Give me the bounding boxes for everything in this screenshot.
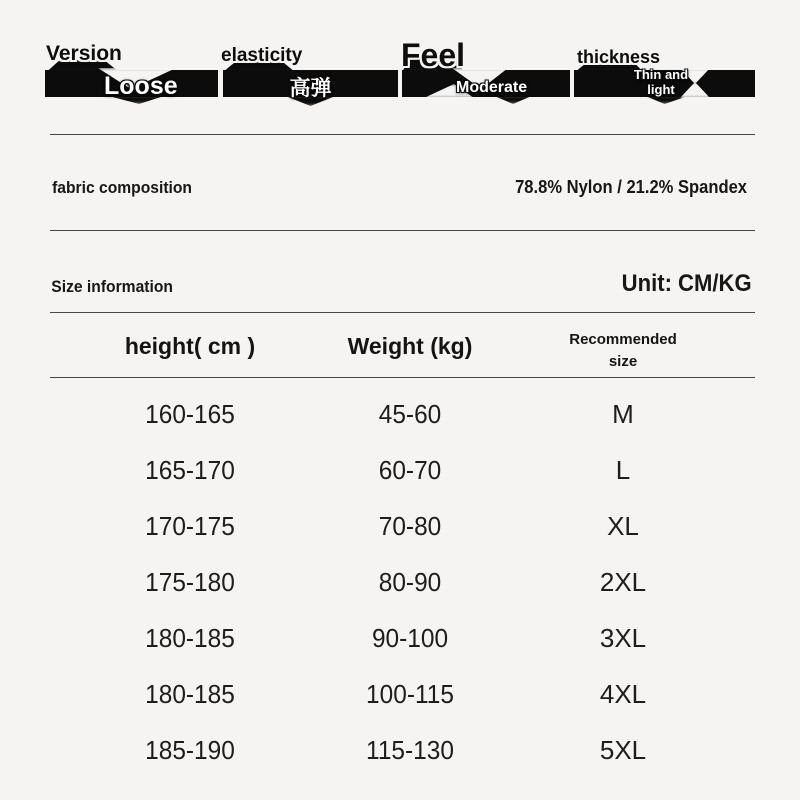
column-header-recommended-size: Recommended size xyxy=(569,331,677,370)
height-cell: 170-175 xyxy=(145,511,235,541)
height-cell: 175-180 xyxy=(145,567,235,597)
fabric-composition-label-text: fabric composition xyxy=(52,178,192,197)
weight-cell: 90-100 xyxy=(371,623,449,653)
size-unit-label xyxy=(616,270,757,298)
table-row xyxy=(0,455,800,485)
column-header-weight: Weight (kg) xyxy=(347,333,473,359)
size-cell: L xyxy=(615,455,631,485)
attribute-value-thickness-line1: Thin and xyxy=(633,67,689,82)
table-row xyxy=(0,399,800,429)
size-information-title-text: Size information xyxy=(51,277,173,296)
divider xyxy=(50,134,755,135)
size-cell: 4XL xyxy=(599,679,647,709)
weight-cell: 45-60 xyxy=(378,399,442,429)
attribute-value-thickness-line2: light xyxy=(647,82,675,97)
size-information-title xyxy=(46,277,178,297)
weight-cell: 70-80 xyxy=(378,511,442,541)
size-unit-label-text: Unit: CM/KG xyxy=(621,270,752,297)
table-row xyxy=(0,567,800,597)
height-cell: 185-190 xyxy=(145,735,235,765)
height-cell: 180-185 xyxy=(145,679,235,709)
column-header-height: height( cm ) xyxy=(124,333,256,359)
fabric-composition-value-text: 78.8% Nylon / 21.2% Spandex xyxy=(514,177,747,197)
height-cell: 160-165 xyxy=(145,399,235,429)
attribute-label-feel: Feel xyxy=(401,37,466,73)
size-cell: XL xyxy=(607,511,639,541)
attribute-value-thickness xyxy=(627,67,695,97)
size-cell: M xyxy=(612,399,634,429)
weight-cell: 60-70 xyxy=(378,455,442,485)
height-cell: 165-170 xyxy=(145,455,235,485)
table-row xyxy=(0,679,800,709)
divider xyxy=(50,312,755,313)
attribute-value-feel: Moderate xyxy=(456,79,528,96)
attribute-value-version: Loose xyxy=(104,72,178,100)
size-cell: 3XL xyxy=(599,623,647,653)
attribute-label-version: Version xyxy=(46,42,122,65)
table-row xyxy=(0,511,800,541)
weight-cell: 115-130 xyxy=(366,735,454,765)
fabric-composition-label xyxy=(46,178,198,198)
table-row xyxy=(0,735,800,765)
attribute-label-elasticity: elasticity xyxy=(221,45,303,66)
divider xyxy=(50,377,755,378)
attribute-label-thickness: thickness xyxy=(577,47,661,67)
table-row xyxy=(0,623,800,653)
size-cell: 2XL xyxy=(599,567,647,597)
fabric-composition-value xyxy=(505,177,757,198)
height-cell: 180-185 xyxy=(145,623,235,653)
attribute-value-elasticity: 高弹 xyxy=(289,77,332,100)
divider xyxy=(50,230,755,231)
weight-cell: 80-90 xyxy=(378,567,442,597)
weight-cell: 100-115 xyxy=(366,679,454,709)
size-cell: 5XL xyxy=(599,735,647,765)
